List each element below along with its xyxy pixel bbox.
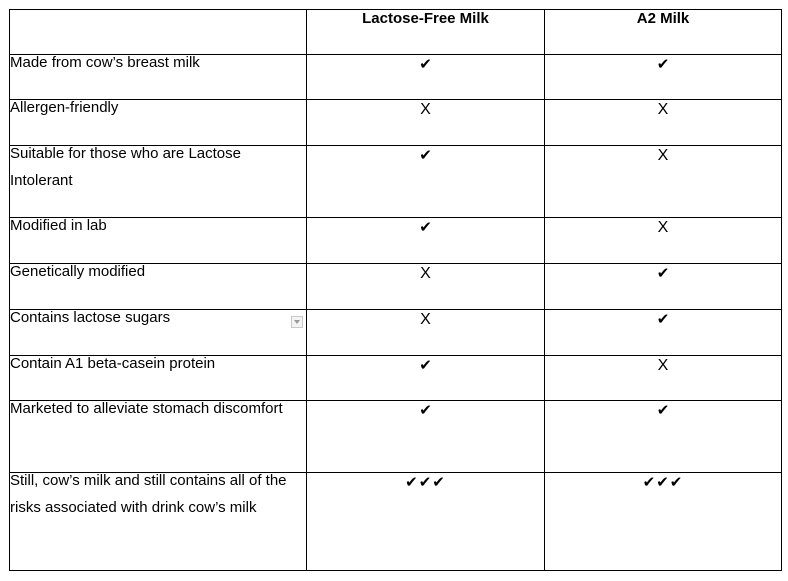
row-label [10, 100, 307, 146]
lactose-free-cell [307, 310, 545, 356]
comparison-table [9, 9, 782, 571]
row-label-text: Genetically modified [10, 263, 146, 280]
row-label [10, 310, 307, 356]
lactose-free-cell [307, 264, 545, 310]
row-label-text: Contain A1 beta-casein protein [10, 355, 216, 372]
lactose-free-cell [307, 146, 545, 218]
a2-cell [545, 310, 782, 356]
a2-cell [545, 356, 782, 401]
a2-cell [545, 473, 782, 571]
row-label-text: Contains lactose sugars [10, 309, 171, 326]
chevron-down-icon[interactable] [291, 316, 303, 328]
a2-cell [545, 218, 782, 264]
a2-cell [545, 401, 782, 473]
row-label [10, 264, 307, 310]
x-icon: X [420, 311, 431, 328]
check-icon: ✔ [419, 56, 432, 73]
x-icon: X [657, 219, 669, 236]
table-row [10, 473, 782, 571]
check-icon: ✔ [419, 357, 432, 374]
row-label [10, 218, 307, 264]
table-row [10, 55, 782, 100]
row-label-text: Still, cow’s milk and still contains all of the risks associated with drink cow’s milk [10, 472, 287, 516]
row-label [10, 146, 307, 218]
lactose-free-cell [307, 473, 545, 571]
lactose-free-cell [307, 218, 545, 264]
column-header-a2-milk: A2 Milk [545, 10, 782, 55]
table-row [10, 100, 782, 146]
header-corner-cell [10, 10, 307, 55]
x-icon: X [420, 101, 431, 118]
row-label-text: Marketed to alleviate stomach discomfort [10, 400, 283, 417]
column-header-lactose-free-milk: Lactose-Free Milk [307, 10, 545, 55]
check-icon: ✔ [419, 219, 432, 236]
lactose-free-cell [307, 401, 545, 473]
a2-cell [545, 55, 782, 100]
table-row [10, 356, 782, 401]
row-label [10, 473, 307, 571]
table-row [10, 401, 782, 473]
triple-check-icon: ✔✔✔ [405, 474, 446, 491]
check-icon: ✔ [656, 402, 670, 419]
row-label [10, 55, 307, 100]
row-label-text: Allergen-friendly [10, 99, 119, 116]
triple-check-icon: ✔✔✔ [642, 474, 684, 491]
lactose-free-cell [307, 55, 545, 100]
lactose-free-cell [307, 100, 545, 146]
check-icon: ✔ [419, 402, 432, 419]
x-icon: X [657, 147, 669, 164]
row-label-text: Made from cow’s breast milk [10, 54, 200, 71]
table-row [10, 310, 782, 356]
a2-cell [545, 146, 782, 218]
table-row [10, 146, 782, 218]
check-icon: ✔ [656, 265, 670, 282]
row-label-text: Suitable for those who are Lactose Intolerant [10, 145, 241, 189]
x-icon: X [420, 265, 431, 282]
table-row [10, 264, 782, 310]
row-label [10, 356, 307, 401]
row-label [10, 401, 307, 473]
a2-cell [545, 100, 782, 146]
check-icon: ✔ [656, 56, 670, 73]
x-icon: X [657, 357, 669, 374]
check-icon: ✔ [656, 311, 670, 328]
a2-cell [545, 264, 782, 310]
x-icon: X [657, 101, 669, 118]
header-row [10, 10, 782, 55]
row-label-text: Modified in lab [10, 217, 107, 234]
lactose-free-cell [307, 356, 545, 401]
check-icon: ✔ [419, 147, 432, 164]
table-row [10, 218, 782, 264]
